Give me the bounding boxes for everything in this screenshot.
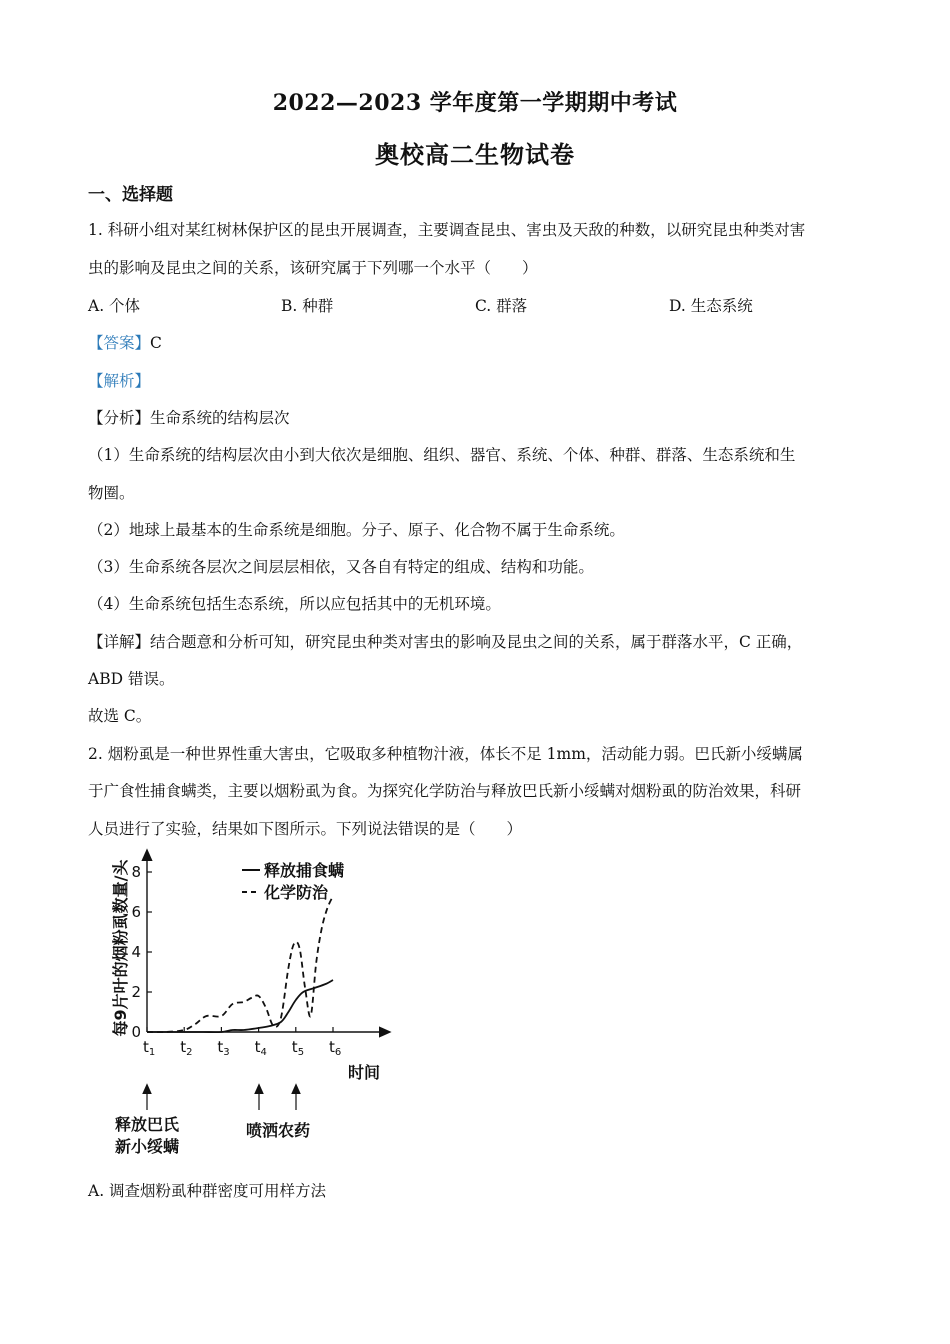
- y-tick-label: 0: [131, 1023, 141, 1041]
- q2-stem-line3: 人员进行了实验，结果如下图所示。下列说法错误的是（ ）: [88, 820, 523, 838]
- x-tick-label: $t_6$: [329, 1038, 342, 1058]
- legend-label-release: 释放捕食螨: [264, 861, 345, 880]
- y-tick-label: 4: [131, 943, 141, 961]
- q1-option-c: C. 群落: [475, 297, 528, 315]
- fenxi-text: 生命系统的结构层次: [150, 409, 290, 427]
- x-tick-label: $t_5$: [291, 1038, 305, 1058]
- detail-text: 结合题意和分析可知，研究昆虫种类对害虫的影响及昆虫之间的关系，属于群落水平，C 正确，: [150, 633, 803, 651]
- answer-tag: 【答案】: [88, 334, 151, 352]
- release-annotation-line1: 释放巴氏: [114, 1115, 180, 1134]
- x-axis-label: 时间: [348, 1063, 381, 1082]
- y-tick-label: 6: [131, 903, 141, 921]
- y-axis-label: 每9片叶的烟粉虱数量/头: [111, 859, 130, 1037]
- q1-option-b: B. 种群: [281, 297, 334, 315]
- detail-tag: 【详解】: [88, 633, 151, 651]
- x-tick-label: $t_4$: [254, 1038, 267, 1058]
- q1-conclusion: 故选 C。: [88, 707, 152, 725]
- q2-stem-line2: 于广食性捕食螨类，主要以烟粉虱为食。为探究化学防治与释放巴氏新小绥螨对烟粉虱的防治效果，科研: [88, 782, 802, 800]
- q1-point1-line1: （1）生命系统的结构层次由小到大依次是细胞、组织、器官、系统、个体、种群、群落、生态系统和生: [88, 446, 796, 464]
- q1-point1-line2: 物圈。: [88, 484, 135, 502]
- q1-point3: （3）生命系统各层次之间层层相依，又各自有特定的组成、结构和功能。: [88, 558, 594, 576]
- x-tick-label: $t_3$: [217, 1038, 230, 1058]
- q1-detail-line1: [88, 630, 802, 652]
- section-title: 一、选择题: [88, 185, 173, 205]
- q1-stem-line2: 虫的影响及昆虫之间的关系，该研究属于下列哪一个水平（ ）: [88, 259, 538, 277]
- y-tick-label: 8: [131, 863, 141, 881]
- q1-option-a: A. 个体: [88, 297, 141, 315]
- answer-value: C: [150, 334, 162, 352]
- q2-stem-line1: 2. 烟粉虱是一种世界性重大害虫，它吸取多种植物汁液，体长不足 1mm，活动能力弱。巴氏新小绥螨属: [88, 745, 803, 763]
- analysis-tag: 【解析】: [88, 372, 151, 390]
- q2-option-a: A. 调查烟粉虱种群密度可用样方法: [88, 1182, 327, 1200]
- q1-point2: （2）地球上最基本的生命系统是细胞。分子、原子、化合物不属于生命系统。: [88, 521, 625, 539]
- series-line-release-mites: [147, 980, 333, 1032]
- y-tick-label: 2: [131, 983, 141, 1001]
- fenxi-tag: 【分析】: [88, 409, 151, 427]
- exam-title-line1: 2022—2023 学年度第一学期期中考试: [272, 90, 678, 116]
- release-annotation-line2: 新小绥螨: [114, 1137, 180, 1156]
- q1-fenxi: [88, 406, 290, 428]
- series-line-chemical-control: [147, 896, 333, 1032]
- q1-option-d: D. 生态系统: [669, 297, 753, 315]
- legend-label-chemical: 化学防治: [264, 883, 329, 902]
- exam-title-line2: 奥校高二生物试卷: [375, 140, 575, 169]
- x-tick-label: $t_2$: [180, 1038, 193, 1058]
- q1-stem-line1: 1. 科研小组对某红树林保护区的昆虫开展调查，主要调查昆虫、害虫及天敌的种数，以研究昆虫种类对害: [88, 221, 806, 239]
- spray-annotation: 喷洒农药: [245, 1121, 311, 1140]
- q1-answer: [88, 331, 162, 353]
- x-tick-label: $t_1$: [143, 1038, 156, 1058]
- q1-point4: （4）生命系统包括生态系统，所以应包括其中的无机环境。: [88, 595, 501, 613]
- population-line-chart: [100, 848, 400, 1168]
- q1-detail-line2: ABD 错误。: [88, 670, 175, 688]
